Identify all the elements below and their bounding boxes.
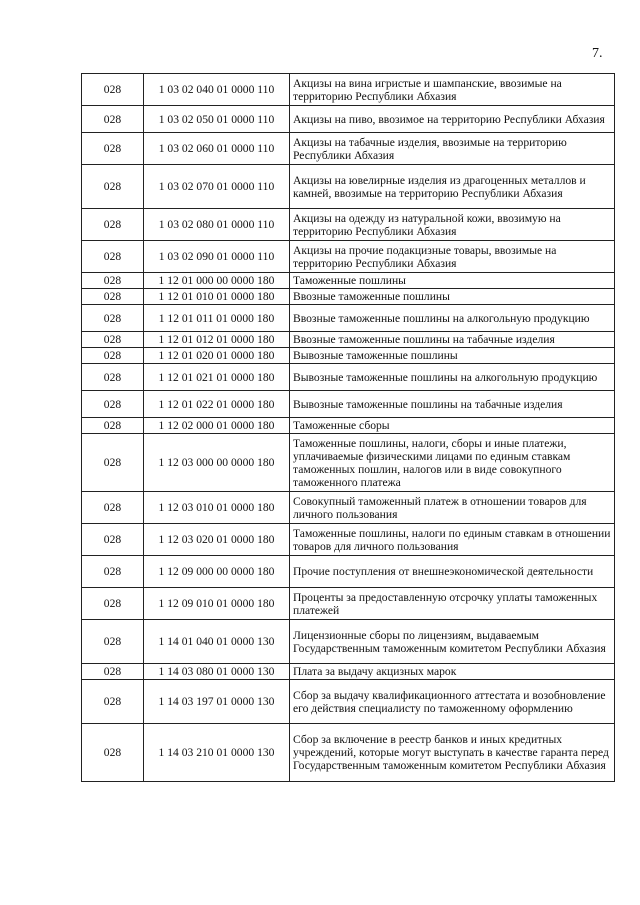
classification-code-cell: 1 03 02 050 01 0000 110 bbox=[144, 106, 290, 133]
revenue-name-cell: Совокупный таможенный платеж в отношении товаров для личного пользования bbox=[290, 492, 615, 524]
classification-code-cell: 1 12 09 010 01 0000 180 bbox=[144, 588, 290, 620]
table-row bbox=[82, 391, 615, 418]
ministry-code-cell: 028 bbox=[82, 106, 144, 133]
ministry-code-cell: 028 bbox=[82, 588, 144, 620]
ministry-code-cell: 028 bbox=[82, 724, 144, 782]
revenue-name-cell: Плата за выдачу акцизных марок bbox=[290, 664, 615, 680]
classification-code-cell: 1 03 02 070 01 0000 110 bbox=[144, 165, 290, 209]
table-row bbox=[82, 165, 615, 209]
table-row bbox=[82, 588, 615, 620]
revenue-name-cell: Акцизы на одежду из натуральной кожи, ввозимую на территорию Республики Абхазия bbox=[290, 209, 615, 241]
revenue-name-cell: Акцизы на табачные изделия, ввозимые на территорию Республики Абхазия bbox=[290, 133, 615, 165]
revenue-name-cell: Акцизы на прочие подакцизные товары, ввозимые на территорию Республики Абхазия bbox=[290, 241, 615, 273]
table-row bbox=[82, 556, 615, 588]
classification-code-cell: 1 12 02 000 01 0000 180 bbox=[144, 418, 290, 434]
revenue-name-cell: Ввозные таможенные пошлины на алкогольную продукцию bbox=[290, 305, 615, 332]
revenue-name-cell: Таможенные пошлины bbox=[290, 273, 615, 289]
revenue-name-cell: Проценты за предоставленную отсрочку уплаты таможенных платежей bbox=[290, 588, 615, 620]
classification-code-cell: 1 12 01 011 01 0000 180 bbox=[144, 305, 290, 332]
classification-code-cell: 1 12 01 010 01 0000 180 bbox=[144, 289, 290, 305]
classification-code-cell: 1 03 02 060 01 0000 110 bbox=[144, 133, 290, 165]
ministry-code-cell: 028 bbox=[82, 74, 144, 106]
revenue-name-cell: Вывозные таможенные пошлины на алкогольную продукцию bbox=[290, 364, 615, 391]
ministry-code-cell: 028 bbox=[82, 305, 144, 332]
table-row bbox=[82, 524, 615, 556]
table-row bbox=[82, 332, 615, 348]
table-row bbox=[82, 434, 615, 492]
ministry-code-cell: 028 bbox=[82, 418, 144, 434]
revenue-name-cell: Сбор за выдачу квалификационного аттестата и возобновление его действия специалисту по таможенному оформлению bbox=[290, 680, 615, 724]
ministry-code-cell: 028 bbox=[82, 391, 144, 418]
ministry-code-cell: 028 bbox=[82, 165, 144, 209]
ministry-code-cell: 028 bbox=[82, 556, 144, 588]
ministry-code-cell: 028 bbox=[82, 524, 144, 556]
revenue-name-cell: Сбор за включение в реестр банков и иных кредитных учреждений, которые могут выступать в качестве гаранта перед Государственным таможенным комитетом Республики Абхазия bbox=[290, 724, 615, 782]
revenue-name-cell: Лицензионные сборы по лицензиям, выдаваемым Государственным таможенным комитетом Республики Абхазия bbox=[290, 620, 615, 664]
classification-code-cell: 1 14 03 080 01 0000 130 bbox=[144, 664, 290, 680]
revenue-name-cell: Акцизы на ювелирные изделия из драгоценных металлов и камней, ввозимые на территорию Республики Абхазия bbox=[290, 165, 615, 209]
revenue-name-cell: Ввозные таможенные пошлины на табачные изделия bbox=[290, 332, 615, 348]
table-row bbox=[82, 724, 615, 782]
revenue-name-cell: Таможенные сборы bbox=[290, 418, 615, 434]
table-row bbox=[82, 305, 615, 332]
classification-code-cell: 1 14 03 210 01 0000 130 bbox=[144, 724, 290, 782]
ministry-code-cell: 028 bbox=[82, 133, 144, 165]
ministry-code-cell: 028 bbox=[82, 434, 144, 492]
revenue-name-cell: Прочие поступления от внешнеэкономической деятельности bbox=[290, 556, 615, 588]
revenue-name-cell: Ввозные таможенные пошлины bbox=[290, 289, 615, 305]
classification-code-cell: 1 03 02 080 01 0000 110 bbox=[144, 209, 290, 241]
table-row bbox=[82, 241, 615, 273]
table-row bbox=[82, 289, 615, 305]
classification-code-cell: 1 14 01 040 01 0000 130 bbox=[144, 620, 290, 664]
classification-code-cell: 1 12 09 000 00 0000 180 bbox=[144, 556, 290, 588]
table-row bbox=[82, 492, 615, 524]
classification-code-cell: 1 12 01 000 00 0000 180 bbox=[144, 273, 290, 289]
table-row bbox=[82, 348, 615, 364]
classification-code-cell: 1 03 02 090 01 0000 110 bbox=[144, 241, 290, 273]
table-row bbox=[82, 680, 615, 724]
classification-code-cell: 1 12 01 020 01 0000 180 bbox=[144, 348, 290, 364]
ministry-code-cell: 028 bbox=[82, 492, 144, 524]
table-row bbox=[82, 620, 615, 664]
classification-code-cell: 1 14 03 197 01 0000 130 bbox=[144, 680, 290, 724]
table-body bbox=[82, 74, 615, 782]
revenue-name-cell: Акцизы на вина игристые и шампанские, ввозимые на территорию Республики Абхазия bbox=[290, 74, 615, 106]
page-number: 7. bbox=[592, 46, 603, 61]
classification-code-cell: 1 12 01 012 01 0000 180 bbox=[144, 332, 290, 348]
classification-code-cell: 1 12 03 010 01 0000 180 bbox=[144, 492, 290, 524]
classification-code-cell: 1 12 03 000 00 0000 180 bbox=[144, 434, 290, 492]
ministry-code-cell: 028 bbox=[82, 209, 144, 241]
ministry-code-cell: 028 bbox=[82, 289, 144, 305]
table-row bbox=[82, 74, 615, 106]
table-row bbox=[82, 209, 615, 241]
ministry-code-cell: 028 bbox=[82, 241, 144, 273]
ministry-code-cell: 028 bbox=[82, 680, 144, 724]
revenue-name-cell: Таможенные пошлины, налоги, сборы и иные платежи, уплачиваемые физическими лицами по единым ставкам таможенных пошлин, налогов или в виде совокупного таможенного платежа bbox=[290, 434, 615, 492]
table-row bbox=[82, 273, 615, 289]
ministry-code-cell: 028 bbox=[82, 332, 144, 348]
classification-code-cell: 1 12 03 020 01 0000 180 bbox=[144, 524, 290, 556]
budget-classification-table bbox=[81, 73, 615, 782]
revenue-name-cell: Таможенные пошлины, налоги по единым ставкам в отношении товаров для личного пользования bbox=[290, 524, 615, 556]
ministry-code-cell: 028 bbox=[82, 620, 144, 664]
revenue-name-cell: Вывозные таможенные пошлины на табачные изделия bbox=[290, 391, 615, 418]
table-row bbox=[82, 106, 615, 133]
classification-code-cell: 1 03 02 040 01 0000 110 bbox=[144, 74, 290, 106]
table-row bbox=[82, 364, 615, 391]
ministry-code-cell: 028 bbox=[82, 273, 144, 289]
classification-code-cell: 1 12 01 022 01 0000 180 bbox=[144, 391, 290, 418]
ministry-code-cell: 028 bbox=[82, 664, 144, 680]
ministry-code-cell: 028 bbox=[82, 348, 144, 364]
ministry-code-cell: 028 bbox=[82, 364, 144, 391]
table-row bbox=[82, 418, 615, 434]
table-row bbox=[82, 133, 615, 165]
table-row bbox=[82, 664, 615, 680]
revenue-name-cell: Акцизы на пиво, ввозимое на территорию Республики Абхазия bbox=[290, 106, 615, 133]
classification-code-cell: 1 12 01 021 01 0000 180 bbox=[144, 364, 290, 391]
revenue-name-cell: Вывозные таможенные пошлины bbox=[290, 348, 615, 364]
